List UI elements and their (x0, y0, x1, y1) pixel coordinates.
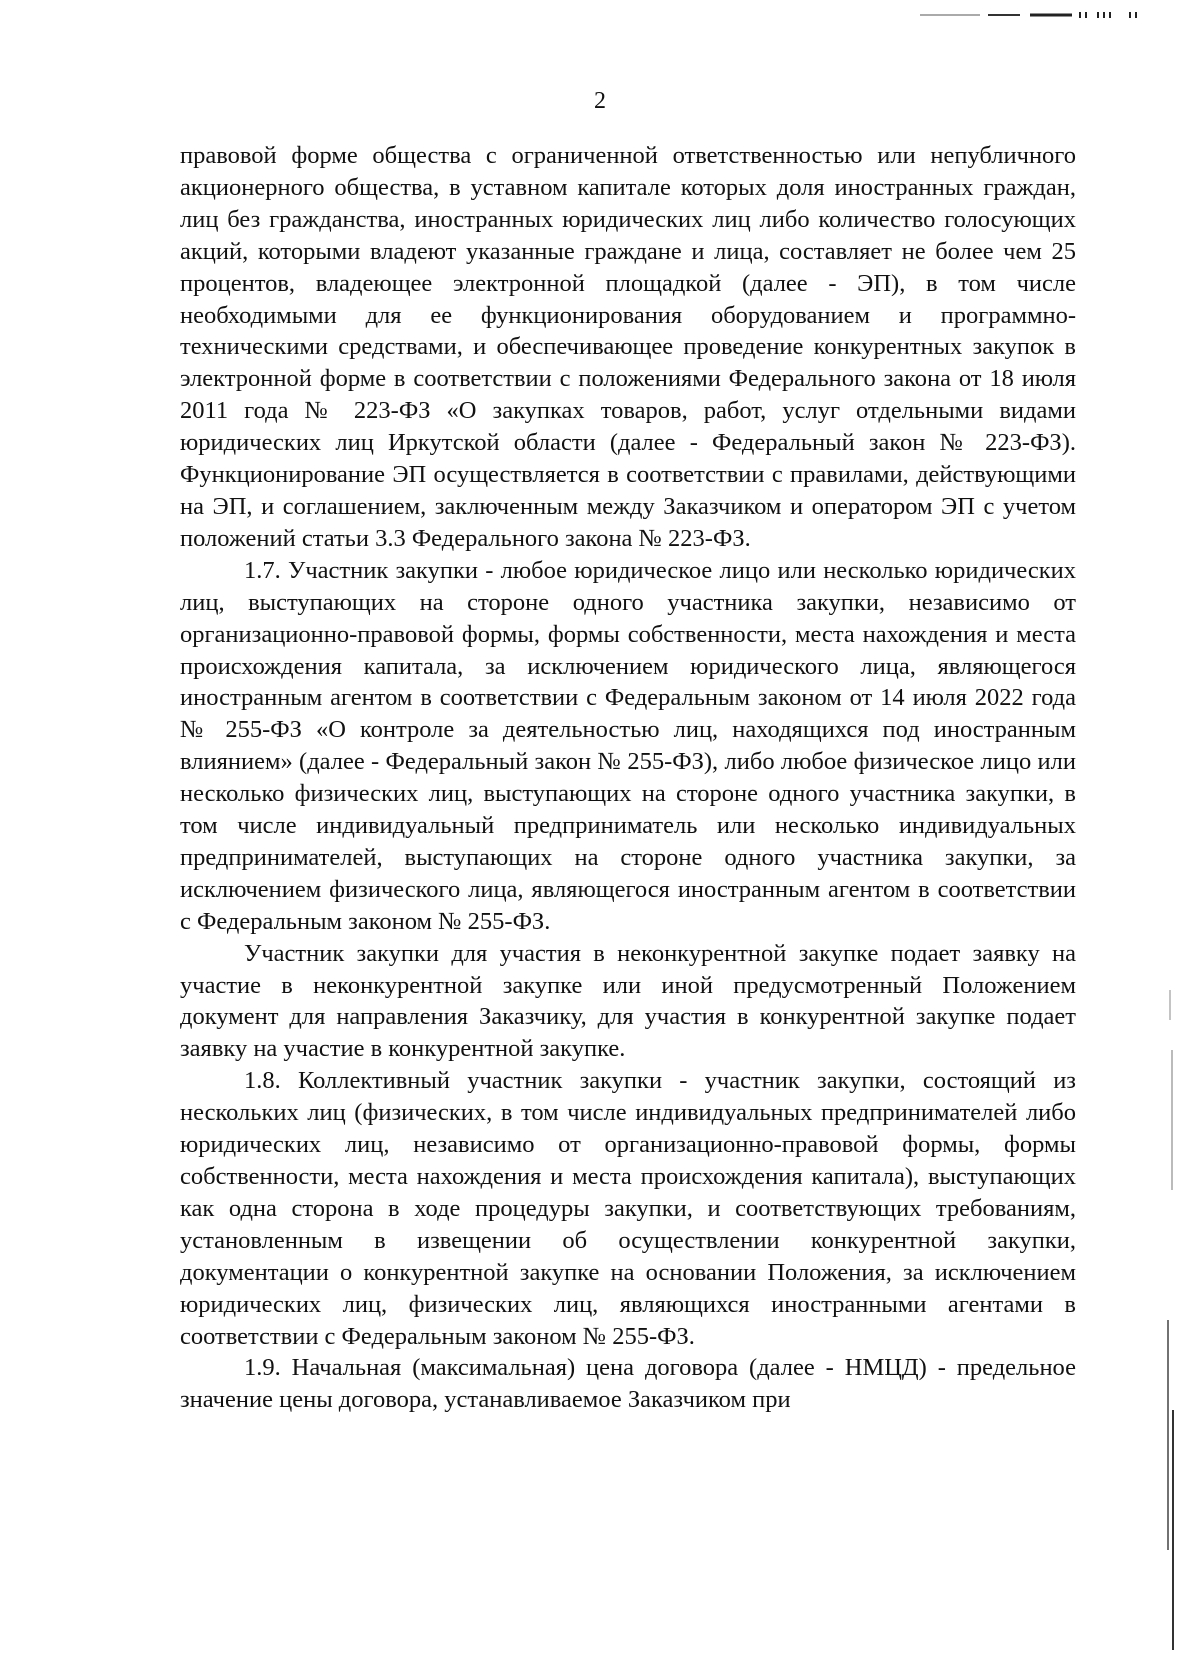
paragraph-clause-1-9: 1.9. Начальная (максимальная) цена договора (далее - НМЦД) - предельное значение цены договора, устанавливаемое Заказчиком при (180, 1354, 1076, 1414)
page-number: 2 (594, 88, 606, 114)
scan-artifact-edge (1160, 990, 1180, 1650)
paragraph-participant-application: Участник закупки для участия в неконкурентной закупке подает заявку на участие в неконкурентной закупке или иной предусмотренный Положением документ для направления Заказчику, для участия в конкурентной закупке подает заявку на участие в конкурентной закупке. (180, 939, 1076, 1063)
paragraph-clause-1-7: 1.7. Участник закупки - любое юридическое лицо или несколько юридических лиц, выступающих на стороне одного участника закупки, независимо от организационно-правовой формы, формы собственности, места нахождения и места происхождения капитала, за исключением юридического лица, являющегося иностранным агентом в соответствии с Федеральным законом от 14 июля 2022 года № 255-ФЗ «О контроле за деятельностью лиц, находящихся под иностранным влиянием» (далее - Федеральный закон № 255-ФЗ), либо любое физическое лицо или несколько физических лиц, выступающих на стороне одного участника закупки, в том числе индивидуальный предприниматель или несколько индивидуальных предпринимателей, выступающих на стороне одного участника закупки, за исключением физического лица, являющегося иностранным агентом в соответствии с Федеральным законом № 255-ФЗ. (180, 556, 1076, 935)
paragraph-continuation: правовой форме общества с ограниченной ответственностью или непубличного акционерного общества, в уставном капитале которых доля иностранных граждан, лиц без гражданства, иностранных юридических лиц либо количество голосующих акций, которыми владеют указанные граждане и лица, составляет не более чем 25 процентов, владеющее электронной площадкой (далее - ЭП), в том числе необходимыми для ее функционирования оборудованием и программно-техническими средствами, и обеспечивающее проведение конкурентных закупок в электронной форме в соответствии с положениями Федерального закона от 18 июля 2011 года № 223-ФЗ «О закупках товаров, работ, услуг отдельными видами юридических лиц Иркутской области (далее - Федеральный закон № 223-ФЗ). Функционирование ЭП осуществляется в соответствии с правилами, действующими на ЭП, и соглашением, заключенным между Заказчиком и оператором ЭП с учетом положений статьи 3.3 Федерального закона № 223-ФЗ. (180, 142, 1076, 552)
paragraph-clause-1-8: 1.8. Коллективный участник закупки - участник закупки, состоящий из нескольких лиц (физических, в том числе индивидуальных предпринимателей либо юридических лиц, независимо от организационно-правовой формы, формы собственности, места нахождения и места происхождения капитала), выступающих как одна сторона в ходе процедуры закупки, и соответствующих требованиям, установленным в извещении об осуществлении конкурентной закупки, документации о конкурентной закупке на основании Положения, за исключением юридических лиц, физических лиц, являющихся иностранными агентами в соответствии с Федеральным законом № 255-ФЗ. (180, 1067, 1076, 1350)
scan-artifact-marks (920, 8, 1160, 20)
document-body (180, 140, 1076, 1416)
